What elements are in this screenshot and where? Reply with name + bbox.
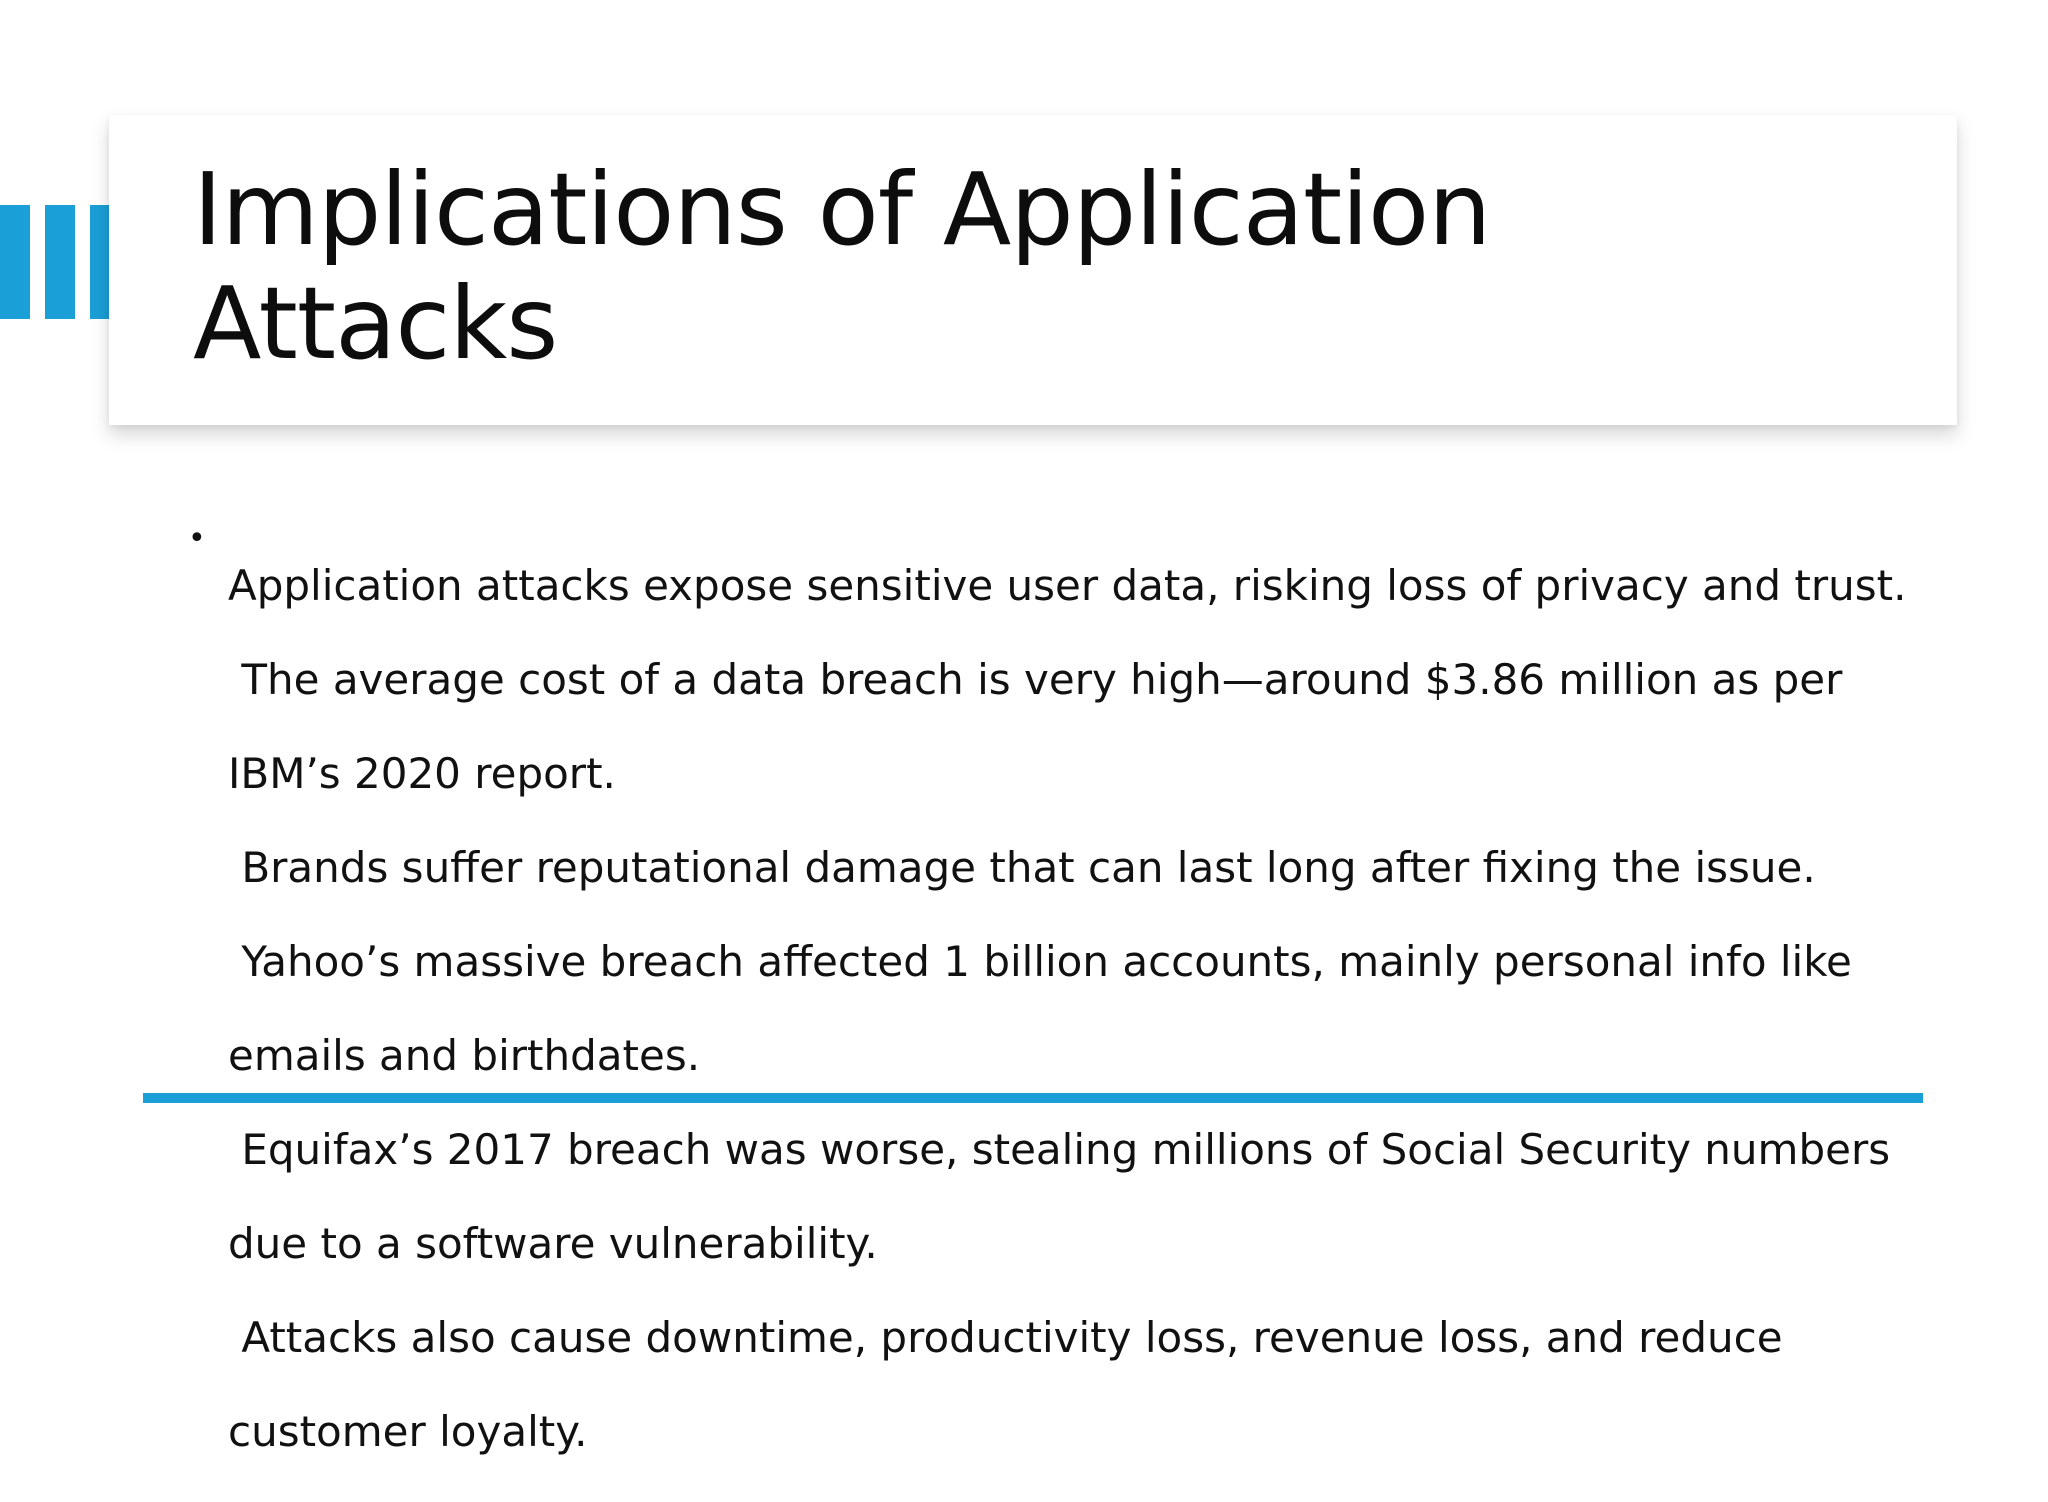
bullet-line: customer loyalty. xyxy=(228,1407,588,1456)
title-card xyxy=(109,115,1957,425)
bullet-line: Brands suffer reputational damage that can last long after fixing the issue. xyxy=(228,843,1816,892)
bottom-rule xyxy=(143,1093,1923,1103)
bullet-line: due to a software vulnerability. xyxy=(228,1219,878,1268)
body-content xyxy=(184,515,1907,1502)
bullet-marker: • xyxy=(188,521,206,556)
bullet-line: Equifax’s 2017 breach was worse, stealing millions of Social Security numbers xyxy=(228,1125,1891,1174)
bullet-line: IBM’s 2020 report. xyxy=(228,749,616,798)
bullet-line: Attacks also cause downtime, productivity loss, revenue loss, and reduce xyxy=(228,1313,1783,1362)
accent-bar xyxy=(90,205,110,319)
bullet-text xyxy=(228,515,1907,1502)
bullet-line: Yahoo’s massive breach affected 1 billion accounts, mainly personal info like xyxy=(228,937,1852,986)
accent-bar xyxy=(45,205,75,319)
bullet-line: Application attacks expose sensitive user data, risking loss of privacy and trust. xyxy=(228,561,1907,610)
slide-title: Implications of Application Attacks xyxy=(193,151,1491,382)
accent-bar xyxy=(0,205,30,319)
bullet-line: The average cost of a data breach is very high—around $3.86 million as per xyxy=(228,655,1843,704)
bullet-line: emails and birthdates. xyxy=(228,1031,701,1080)
